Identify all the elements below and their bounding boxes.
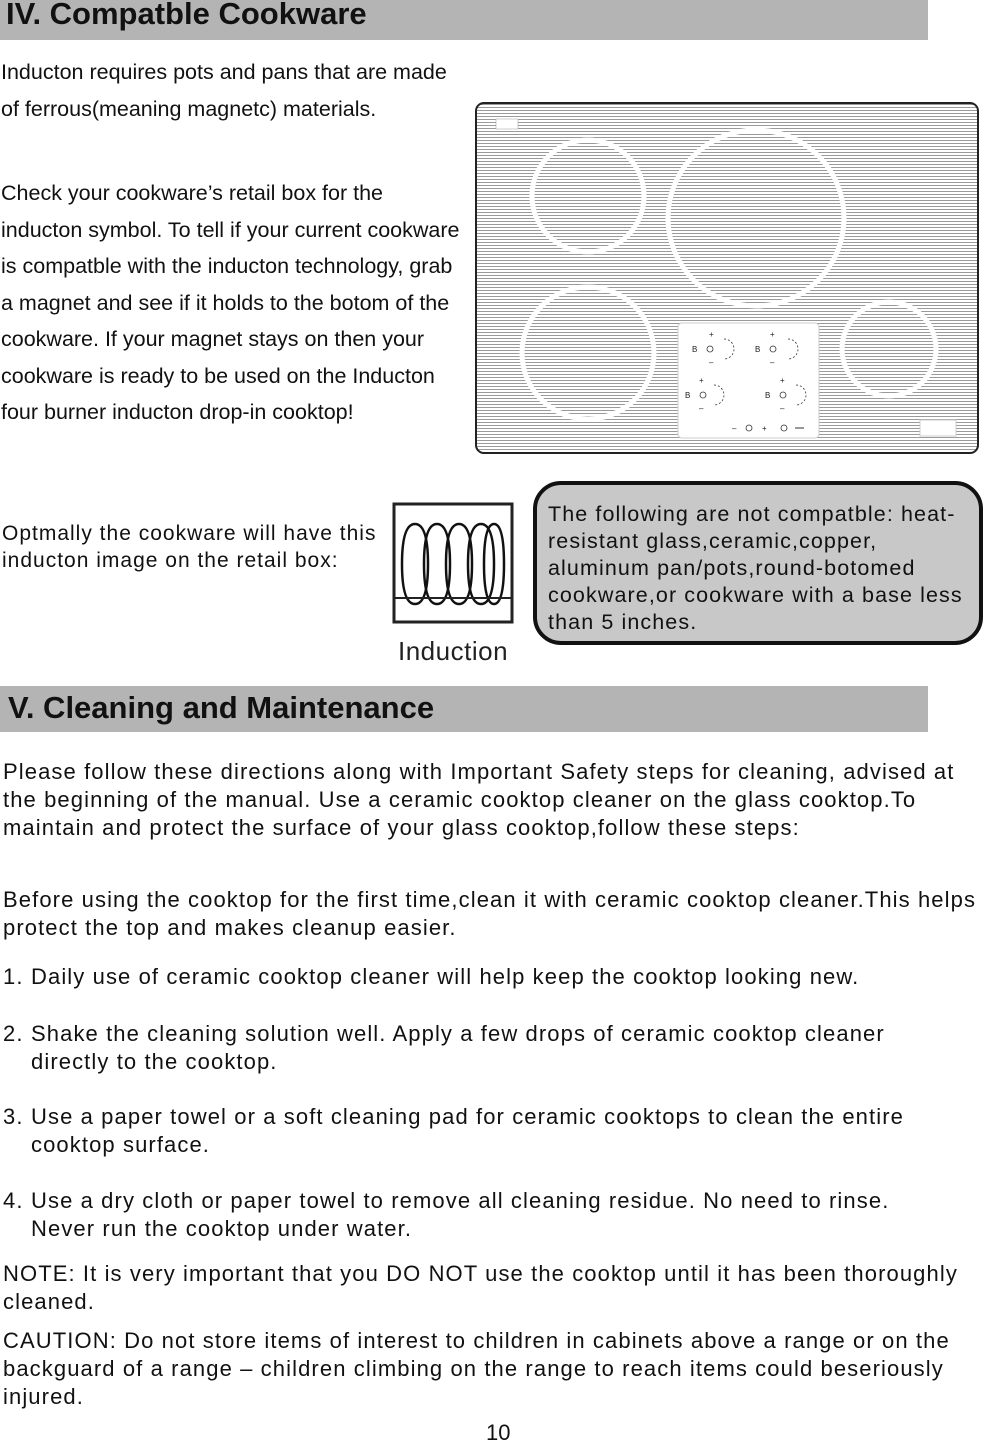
svg-text:B: B xyxy=(755,345,761,354)
induction-requirement-text: Inducton requires pots and pans that are made of ferrous(meaning magnetc) materials. xyxy=(1,60,447,121)
svg-text:+: + xyxy=(699,376,704,385)
not-compatible-text: The following are not compatble: heat-resistant glass,ceramic,copper, aluminum pan/pots,round-botomed cookware,or cookware with a base less than 5 inches. xyxy=(548,502,963,634)
svg-text:B: B xyxy=(765,391,771,400)
svg-text:–: – xyxy=(699,404,704,413)
section-5-header xyxy=(0,686,928,732)
induction-caption: Induction xyxy=(398,636,509,666)
caution-text: CAUTION: Do not store items of interest to children in cabinets above a range or on the backguard of a range – children climbing on the range to reach items could beseriously injured. xyxy=(3,1328,950,1409)
first-use-text: Before using the cooktop for the first time,clean it with ceramic cooktop cleaner.This helps protect the top and makes cleanup easier. xyxy=(3,887,977,940)
induction-symbol-icon xyxy=(392,502,514,626)
list-item: 3. Use a paper towel or a soft cleaning pad for ceramic cooktops to clean the entire cooktop surface. xyxy=(3,1104,904,1157)
svg-text:–: – xyxy=(732,424,737,433)
svg-text:+: + xyxy=(762,424,767,433)
magnet-test-text: Check your cookware’s retail box for the inducton symbol. To tell if your current cookware is compatble with the inducton technology, grab a magnet and see if it holds to the botom of the cookware. If your magnet stays on then your cookware is ready to be used on the Inducton four burner inducton drop-in cooktop! xyxy=(1,181,460,424)
note-text: NOTE: It is very important that you DO NOT use the cooktop until it has been thoroughly cleaned. xyxy=(3,1261,958,1314)
list-item: 1. Daily use of ceramic cooktop cleaner will help keep the cooktop looking new. xyxy=(3,964,860,989)
control-plus: + xyxy=(709,330,714,339)
section-5-title: V. Cleaning and Maintenance xyxy=(8,690,435,725)
not-compatible-callout xyxy=(533,481,983,645)
cleaning-intro-text: Please follow these directions along with Important Safety steps for cleaning, advised at the beginning of the manual. Use a ceramic cooktop cleaner on the glass cooktop.To maintain and protect the surface of your glass cooktop,follow these steps: xyxy=(3,759,955,840)
list-item: 4. Use a dry cloth or paper towel to remove all cleaning residue. No need to rinse. Never run the cooktop under water. xyxy=(3,1188,890,1241)
svg-text:–: – xyxy=(780,404,785,413)
list-item: 2. Shake the cleaning solution well. Apply a few drops of ceramic cooktop cleaner directly to the cooktop. xyxy=(3,1021,885,1074)
svg-text:B: B xyxy=(685,391,691,400)
induction-symbol-text: Optmally the cookware will have this inducton image on the retail box: xyxy=(2,522,377,572)
svg-text:+: + xyxy=(770,330,775,339)
page-number: 10 xyxy=(486,1420,511,1445)
section-4-title: IV. Compatble Cookware xyxy=(6,0,367,31)
burner-center-large xyxy=(668,130,844,306)
section-4-header xyxy=(0,0,928,40)
cooktop-illustration xyxy=(474,101,981,457)
svg-text:–: – xyxy=(709,358,714,367)
svg-text:B: B xyxy=(692,345,698,354)
svg-text:+: + xyxy=(780,376,785,385)
burner-left-bottom xyxy=(522,287,654,419)
burner-left-top xyxy=(532,140,644,252)
burner-right-small xyxy=(842,302,936,396)
svg-text:–: – xyxy=(770,358,775,367)
